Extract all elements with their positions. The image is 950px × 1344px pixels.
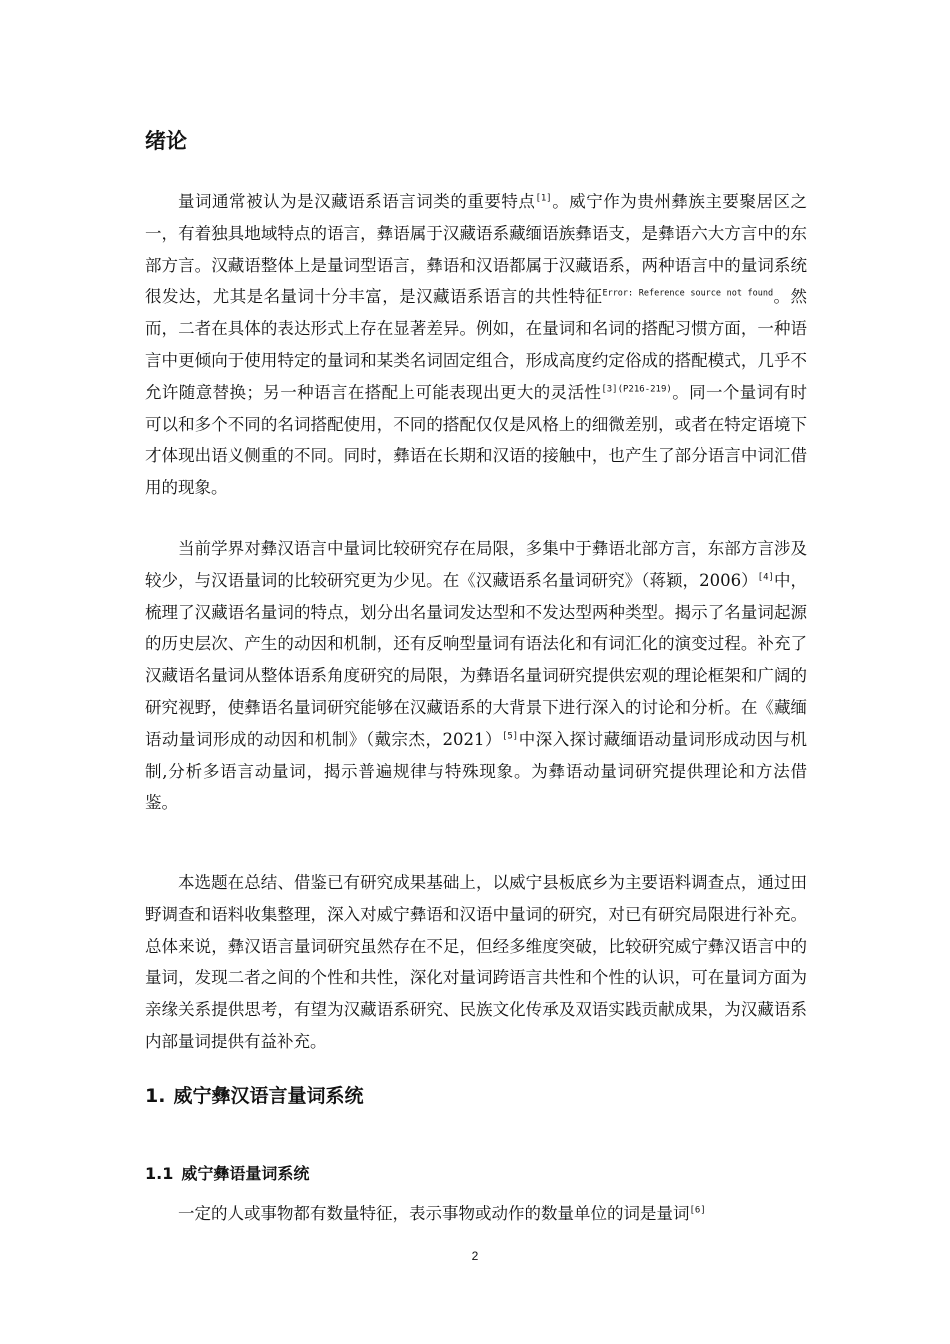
intro-paragraph-1 [145,186,807,504]
intro-paragraph-3: 本选题在总结、借鉴已有研究成果基础上，以威宁县板底乡为主要语料调查点，通过田野调查和语料收集整理，深入对威宁彝语和汉语中量词的研究，对已有研究局限进行补充。总体来说，彝汉语言量词研究虽然存在不足，但经多维度突破，比较研究威宁彝汉语言中的量词，发现二者之间的个性和共性，深化对量词跨语言共性和个性的认识，可在量词方面为亲缘关系提供思考，有望为汉藏语系研究、民族文化传承及双语实践贡献成果，为汉藏语系内部量词提供有益补充。 [145,873,807,1051]
text-run: 。威宁作为贵州彝族主要聚居区之一，有着独具地域特点的语言，彝语属于汉藏语系藏缅语族彝语支，是彝语六大方言中的东部方言。汉藏语整体上是量词型语言，彝语和汉语都属于汉藏语系，两种语言中的量词系统很发达，尤其是名量词十分丰富，是汉藏语系语言的共性特征 [145,192,808,307]
intro-heading: 绪论 [145,129,187,153]
subsection-paragraph-1 [145,1198,807,1230]
section-number: 1. [145,1085,166,1107]
text-run: 。同一个量词有时可以和多个不同的名词搭配使用，不同的搭配仅仅是风格上的细微差别，或者在特定语境下才体现出语义侧重的不同。同时，彝语在长期和汉语的接触中，也产生了部分语言中词汇借用的现象。 [145,382,808,498]
citation-ref[interactable]: [5] [501,731,519,742]
subsection-heading [145,1162,309,1186]
citation-ref[interactable]: [1] [535,193,552,204]
subsection-title: 威宁彝语量词系统 [181,1164,310,1183]
text-run: 一定的人或事物都有数量特征，表示事物或动作的数量单位的词是量词 [178,1204,690,1223]
text-run: 中，梳理了汉藏语名量词的特点，划分出名量词发达型和不发达型两种类型。揭示了名量词起源的历史层次、产生的动因和机制，还有反响型量词有语法化和有词汇化的演变过程。补充了汉藏语名量词从整体语系角度研究的局限，为彝语名量词研究提供宏观的理论框架和广阔的研究视野，使彝语名量词研究能够在汉藏语系的大背景下进行深入的讨论和分析。在《藏缅语动量词形成的动因和机制》（戴宗杰，2021） [145,570,807,749]
text-run: 量词通常被认为是汉藏语系语言词类的重要特点 [178,192,536,211]
citation-ref[interactable]: [4] [757,572,774,583]
citation-ref[interactable]: [6] [689,1205,706,1216]
section-title: 威宁彝汉语言量词系统 [173,1085,364,1107]
page-number: 2 [471,1249,479,1263]
citation-ref[interactable]: [3](P216-219) [601,384,672,395]
section-heading [145,1082,363,1110]
subsection-number: 1.1 [145,1164,174,1183]
text-run: 。然而，二者在具体的表达形式上存在显著差异。例如，在量词和名词的搭配习惯方面，一种语言中更倾向于使用特定的量词和某类名词固定组合，形成高度约定俗成的搭配模式，几乎不允许随意替换；另一种语言在搭配上可能表现出更大的灵活性 [145,287,807,402]
intro-paragraph-2 [145,533,807,819]
reference-error: Error: Reference source not found [602,288,774,299]
text-run: 当前学界对彝汉语言中量词比较研究存在局限，多集中于彝语北部方言，东部方言涉及较少，与汉语量词的比较研究更为少见。在《汉藏语系名量词研究》（蒋颖，2006） [145,539,807,590]
text-run: 中深入探讨藏缅语动量词形成动因与机制,分析多语言动量词，揭示普遍规律与特殊现象。为彝语动量词研究提供理论和方法借鉴。 [145,729,807,813]
